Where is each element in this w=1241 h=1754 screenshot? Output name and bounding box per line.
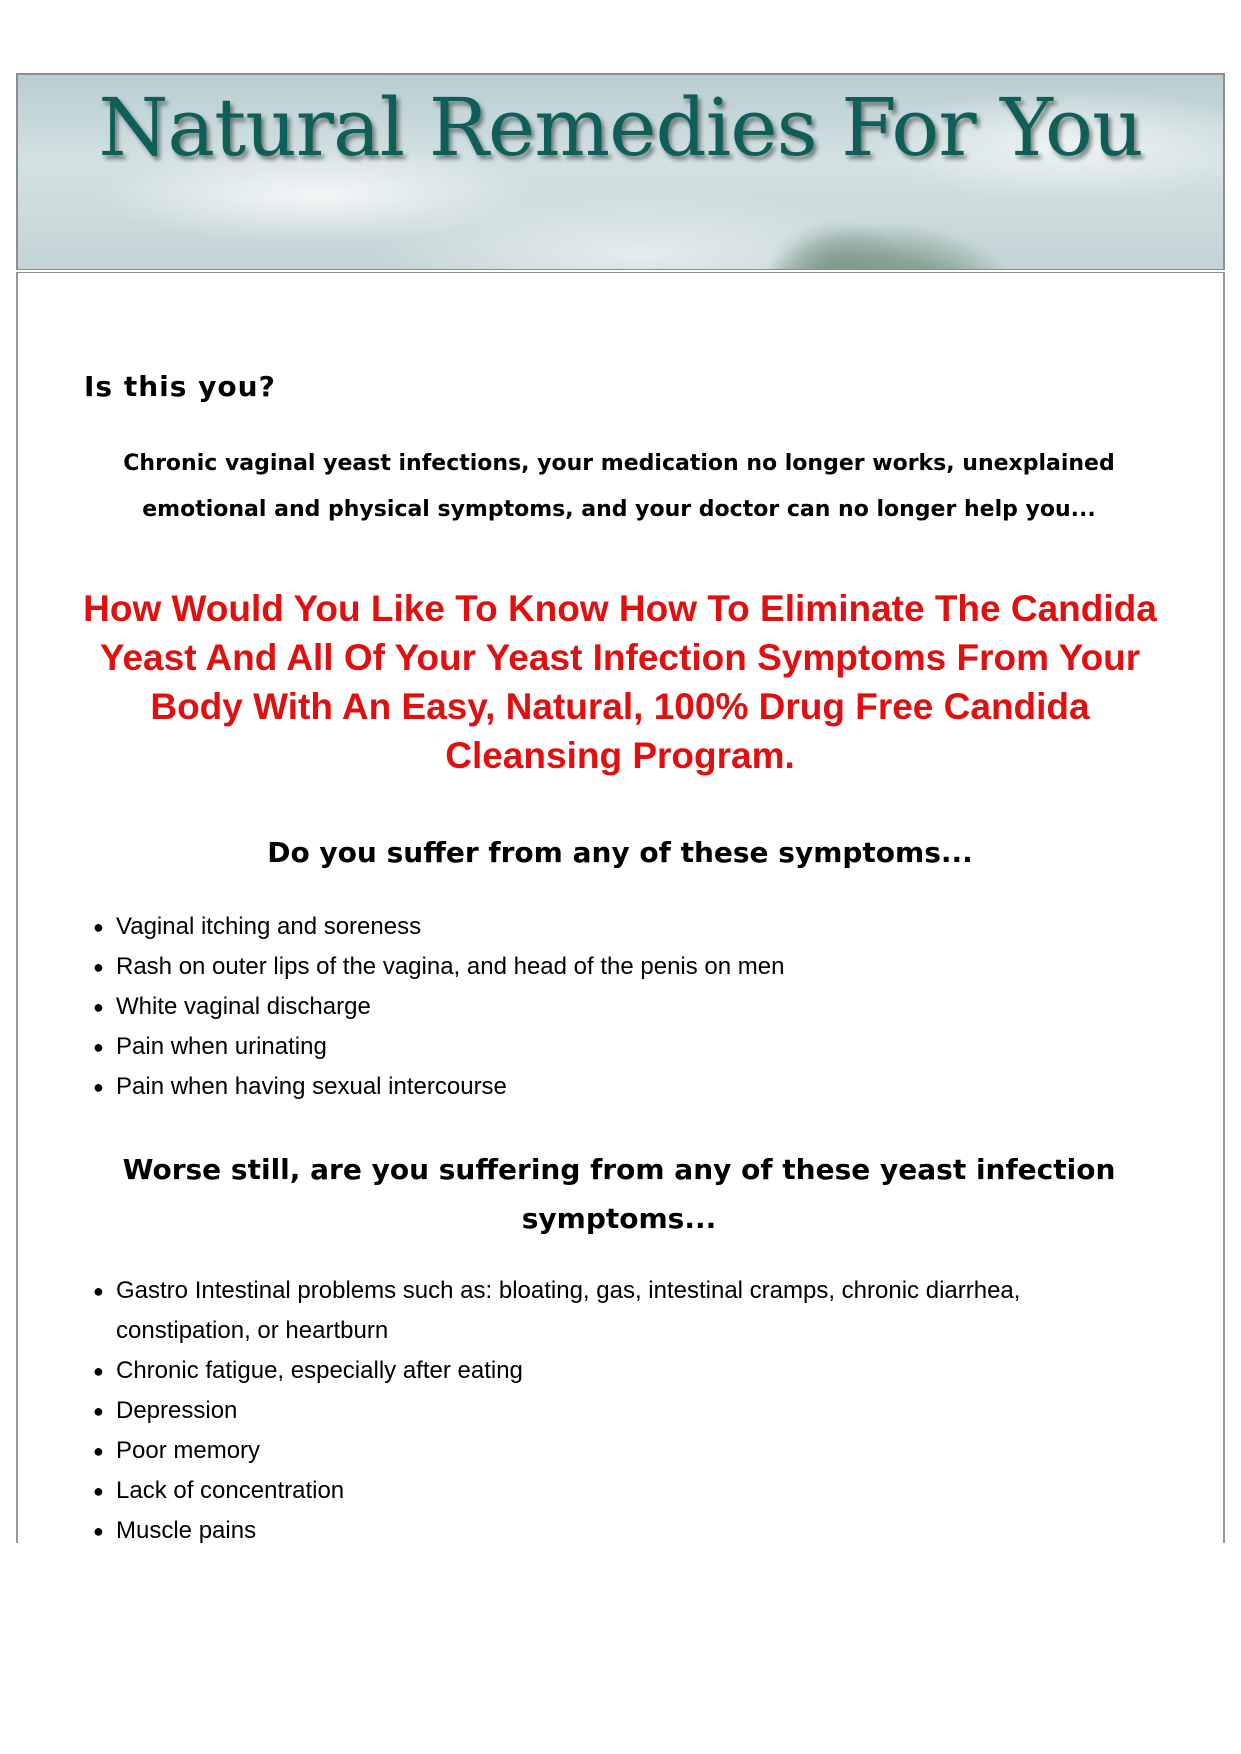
list-item: ● Vaginal itching and soreness <box>84 907 1134 947</box>
question-heading: Is this you? <box>84 370 276 403</box>
symptoms-heading: Do you suffer from any of these symptoms... <box>267 836 973 869</box>
bullet-icon: ● <box>93 917 104 937</box>
bullet-icon: ● <box>93 1401 104 1421</box>
list-item: ● Chronic fatigue, especially after eating <box>84 1351 1134 1391</box>
bullet-icon: ● <box>93 1441 104 1461</box>
list-item: ● Depression <box>84 1391 1134 1431</box>
list-item: ● Lack of concentration <box>84 1471 1134 1511</box>
bullet-icon: ● <box>93 1037 104 1057</box>
bullet-icon: ● <box>93 1521 104 1541</box>
severe-symptoms-heading: Worse still, are you suffering from any of these yeast infection symptoms... <box>122 1153 1116 1235</box>
bullet-icon: ● <box>93 1281 104 1301</box>
symptoms-list <box>84 907 1134 1107</box>
bullet-icon: ● <box>93 1481 104 1501</box>
list-item: ● Pain when urinating <box>84 1027 1134 1067</box>
severe-symptoms-list <box>84 1271 1134 1551</box>
bullet-icon: ● <box>93 1077 104 1097</box>
list-item: ● Muscle pains <box>84 1511 1134 1551</box>
site-title: Natural Remedies For You <box>98 81 1143 174</box>
list-item: ● Poor memory <box>84 1431 1134 1471</box>
bullet-icon: ● <box>93 1361 104 1381</box>
main-headline: How Would You Like To Know How To Eliminate The Candida Yeast And All Of Your Yeast Infection Symptoms From Your Body With An Easy, Natural, 100% Drug Free Candida Cleansing Program. <box>83 588 1157 776</box>
list-item: ● White vaginal discharge <box>84 987 1134 1027</box>
list-item: ● Rash on outer lips of the vagina, and head of the penis on men <box>84 947 1134 987</box>
bullet-icon: ● <box>93 997 104 1017</box>
list-item: ● Gastro Intestinal problems such as: bloating, gas, intestinal cramps, chronic diarrhea, constipation, or heartburn <box>84 1271 1134 1351</box>
list-item: ● Pain when having sexual intercourse <box>84 1067 1134 1107</box>
intro-text: Chronic vaginal yeast infections, your medication no longer works, unexplained emotional and physical symptoms, and your doctor can no longer help you... <box>123 451 1115 522</box>
banner-divider <box>16 269 1225 273</box>
bullet-icon: ● <box>93 957 104 977</box>
site-banner <box>16 73 1225 271</box>
